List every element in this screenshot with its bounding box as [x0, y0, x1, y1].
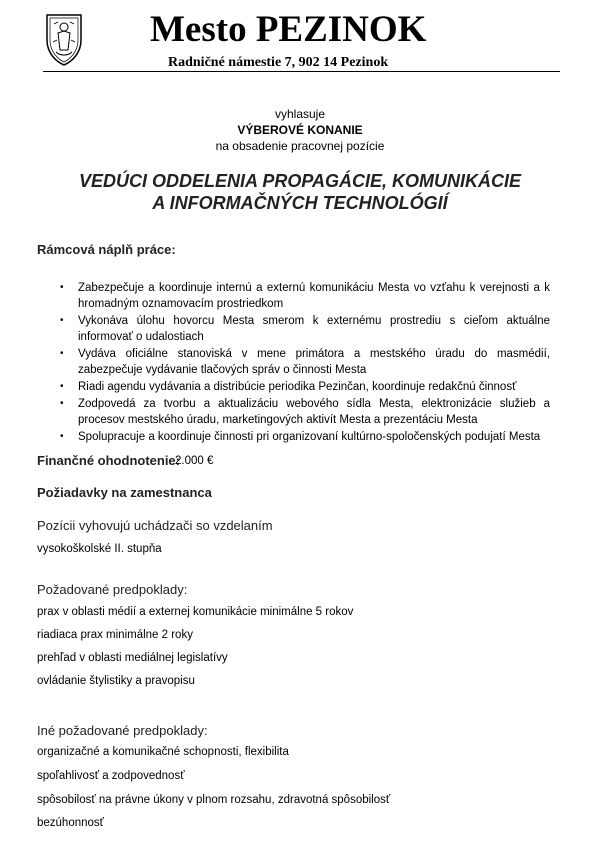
other-prerequisite-item: spoľahlivosť a zodpovednosť: [37, 770, 185, 782]
scope-item: • Vydáva oficiálne stanoviská v mene primátora a mestského úradu do masmédií, zabezpečuje vydávanie tlačových správ o činnosti Mesta: [60, 346, 550, 378]
salary-label: Finančné ohodnotenie:: [37, 453, 180, 468]
position-title-line-2: A INFORMAČNÝCH TECHNOLÓGIÍ: [152, 193, 448, 213]
education-value: vysokoškolské II. stupňa: [37, 543, 162, 555]
prerequisite-item: riadiaca prax minimálne 2 roky: [37, 629, 193, 641]
prerequisite-item: prehľad v oblasti mediálnej legislatívy: [37, 652, 228, 664]
scope-item: • Spolupracuje a koordinuje činnosti pri organizovaní kultúrno-spoločenských podujatí Mesta: [60, 429, 550, 445]
requirements-heading: Požiadavky na zamestnanca: [37, 485, 212, 500]
scope-item: • Zabezpečuje a koordinuje internú a externú komunikáciu Mesta vo vzťahu k verejnosti a k hromadným oznamovacím prostriedkom: [60, 280, 550, 312]
intro-position-note: na obsadenie pracovnej pozície: [215, 139, 385, 153]
scope-item: • Riadi agendu vydávania a distribúcie periodika Pezinčan, koordinuje redakčnú činnosť: [60, 379, 550, 395]
education-heading: Pozícii vyhovujú uchádzači so vzdelaním: [37, 518, 273, 533]
prerequisite-item: prax v oblasti médií a externej komunikácie minimálne 5 rokov: [37, 606, 354, 618]
scope-heading: Rámcová náplň práce:: [37, 242, 176, 257]
other-prerequisite-item: organizačné a komunikačné schopnosti, flexibilita: [37, 746, 289, 758]
coat-of-arms-icon: [44, 12, 84, 66]
intro-selection-procedure: VÝBEROVÉ KONANIE: [237, 123, 363, 137]
scope-item: • Vykonáva úlohu hovorcu Mesta smerom k externému prostrediu s cieľom aktuálne informovať o udalostiach: [60, 313, 550, 345]
scope-item: • Zodpovedá za tvorbu a aktualizáciu webového sídla Mesta, elektronizácie služieb a procesov mestského úradu, marketingových aktivít Mesta a prezentáciu Mesta: [60, 396, 550, 428]
header-divider: [43, 71, 560, 72]
city-address: Radničné námestie 7, 902 14 Pezinok: [168, 55, 389, 70]
other-prerequisites-heading: Iné požadované predpoklady:: [37, 723, 208, 738]
salary-value: 2.000 €: [175, 455, 214, 467]
city-title: Mesto PEZINOK: [150, 9, 427, 50]
position-title-line-1: VEDÚCI ODDELENIA PROPAGÁCIE, KOMUNIKÁCIE: [78, 171, 522, 191]
intro-announces: vyhlasuje: [274, 107, 326, 121]
prerequisites-heading: Požadované predpoklady:: [37, 582, 188, 597]
scope-list: [60, 280, 550, 446]
prerequisite-item: ovládanie štylistiky a pravopisu: [37, 675, 195, 687]
other-prerequisite-item: bezúhonnosť: [37, 817, 104, 829]
other-prerequisite-item: spôsobilosť na právne úkony v plnom rozsahu, zdravotná spôsobilosť: [37, 794, 391, 806]
